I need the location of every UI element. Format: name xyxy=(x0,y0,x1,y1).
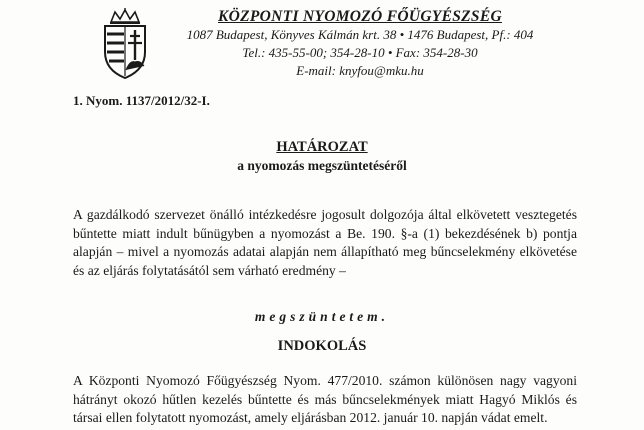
reasoning-paragraph: A Központi Nyomozó Főügyészség Nyom. 477/2010. számon különösen nagy vagyoni hátrányt okozó hűtlen kezelés bűntette és más bűncselekmények miatt Hagyó Miklós és társai ellen folytatott nyomozást, amely eljárásban 2012. január 10. napján vádat emelt. xyxy=(73,373,577,426)
decision-paragraph: A gazdálkodó szervezet önálló intézkedésre jogosult dolgozója által elkövetett vesztegetés bűntette miatt indult bűnügyben a nyomozást a Be. 190. §-a (1) bekezdésének b) pontja alapján – mivel a nyomozás adatai alapján nem állapítható meg bűncselekmény elkövetése és az eljárás folytatásától sem várható eredmény – xyxy=(73,207,577,278)
email-line xyxy=(160,62,560,80)
hungarian-coat-of-arms-icon xyxy=(99,8,151,80)
postal-address: 1087 Budapest, Könyves Kálmán krt. 38 • 1476 Budapest, Pf.: 404 xyxy=(186,27,534,42)
email-link[interactable]: knyfou@mku.hu xyxy=(339,63,424,78)
organization-name: KÖZPONTI NYOMOZÓ FŐÜGYÉSZSÉG xyxy=(218,8,502,25)
reasoning-heading: INDOKOLÁS xyxy=(277,338,367,354)
case-reference-number: 1. Nyom. 1137/2012/32-I. xyxy=(73,93,210,108)
phone-fax: Tel.: 435-55-00; 354-28-10 • Fax: 354-28-30 xyxy=(242,45,478,60)
letterhead xyxy=(160,8,560,80)
document-title: HATÁROZAT xyxy=(276,139,368,155)
decision-verb: megszüntetem. xyxy=(254,309,390,324)
email-label: E-mail: xyxy=(296,63,336,78)
document-subtitle: a nyomozás megszüntetéséről xyxy=(237,158,407,173)
